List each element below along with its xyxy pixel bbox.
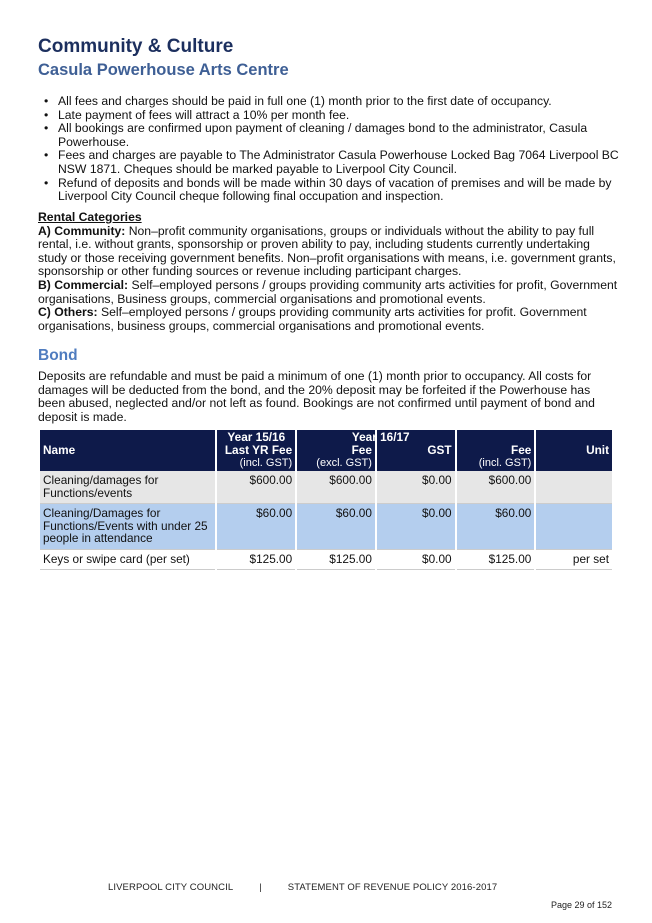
rental-categories-section <box>38 211 618 333</box>
payment-conditions-list <box>42 95 622 204</box>
list-item: • Refund of deposits and bonds will be made within 30 days of vacation of premises and will be made by Liverpool City Council cheque following final occupation and inspection. <box>42 177 622 204</box>
community-text: Non–profit community organisations, groups or individuals without the ability to pay full rental, i.e. without grants, sponsorship or proven ability to pay, including students currently undertaking study or those receiving government benefits. Non–profit organisations with means, i.e. government grants, sponsorship or other funding sources or revenue including participant charges. <box>38 223 616 279</box>
table-row <box>40 504 612 550</box>
table-header-row <box>40 430 612 471</box>
row-gst: $0.00 <box>377 550 455 571</box>
header-incl-gst-1: (incl. GST) <box>239 457 293 469</box>
header-last-yr-fee <box>217 430 295 471</box>
page-subtitle: Casula Powerhouse Arts Centre <box>38 61 289 79</box>
row-unit <box>536 504 612 550</box>
row-name: Keys or swipe card (per set) <box>40 550 215 571</box>
table-row <box>40 471 612 504</box>
others-text: Self–employed persons / groups providing community arts activities for profit. Government organisations, business groups, commercial organisations and promotional events. <box>38 305 587 333</box>
list-item: • Fees and charges are payable to The Administrator Casula Powerhouse Locked Bag 7064 Liverpool BC NSW 1871. Cheques should be marked payable to Liverpool City Council. <box>42 149 622 176</box>
header-excl-gst: (excl. GST) <box>316 457 372 469</box>
header-fee-incl-label: Fee <box>511 443 532 457</box>
fees-table <box>38 430 614 570</box>
row-unit <box>536 471 612 504</box>
footer-council: LIVERPOOL CITY COUNCIL <box>108 882 234 893</box>
header-gst-label: GST <box>427 443 452 457</box>
row-fee-excl: $600.00 <box>297 471 375 504</box>
row-fee-excl: $125.00 <box>297 550 375 571</box>
row-last-yr-fee: $125.00 <box>217 550 295 571</box>
rental-categories-heading: Rental Categories <box>38 210 142 224</box>
row-last-yr-fee: $600.00 <box>217 471 295 504</box>
row-fee-incl: $600.00 <box>457 471 535 504</box>
row-gst: $0.00 <box>377 471 455 504</box>
header-year-1617: Year 16/17 <box>351 430 410 444</box>
list-item: • All bookings are confirmed upon payment of cleaning / damages bond to the administrator, Casula Powerhouse. <box>42 122 622 149</box>
header-incl-gst-2: (incl. GST) <box>478 457 532 469</box>
table-row <box>40 550 612 571</box>
footer-separator: | <box>259 882 262 893</box>
header-last-yr-fee-label: Last YR Fee <box>224 443 293 457</box>
header-year-1516: Year 15/16 <box>227 430 286 444</box>
header-fee-excl-label: Fee <box>351 443 372 457</box>
commercial-text: Self–employed persons / groups providing community arts activities for profit, Government organisations, Business groups, commercial organisations and promotional events. <box>38 277 618 306</box>
row-fee-incl: $125.00 <box>457 550 535 571</box>
header-name: Name <box>40 430 215 471</box>
row-fee-incl: $60.00 <box>457 504 535 550</box>
others-category <box>38 306 618 333</box>
header-unit: Unit <box>536 430 612 471</box>
commercial-label: B) Commercial: <box>38 277 129 292</box>
row-name: Cleaning/Damages for Functions/Events with under 25 people in attendance <box>40 504 215 550</box>
page-number: Page 29 of 152 <box>550 900 612 910</box>
row-last-yr-fee: $60.00 <box>217 504 295 550</box>
bond-heading: Bond <box>38 347 78 364</box>
others-label: C) Others: <box>38 305 98 320</box>
row-unit: per set <box>536 550 612 571</box>
row-gst: $0.00 <box>377 504 455 550</box>
community-category <box>38 225 618 279</box>
page-title: Community & Culture <box>38 36 234 57</box>
commercial-category <box>38 279 618 306</box>
list-item: • All fees and charges should be paid in full one (1) month prior to the first date of occupancy. <box>42 95 622 109</box>
page-footer <box>108 882 497 893</box>
footer-statement: STATEMENT OF REVENUE POLICY 2016-2017 <box>287 882 498 893</box>
header-fee-incl <box>457 430 535 471</box>
list-item: • Late payment of fees will attract a 10% per month fee. <box>42 109 622 123</box>
bond-text: Deposits are refundable and must be paid a minimum of one (1) month prior to occupancy. All costs for damages will be deducted from the bond, and the 20% deposit may be forfeited if the Powerhouse has been abused, neglected and/or not left as found. Bookings are not confirmed until payment of bond and deposit is made. <box>38 369 595 424</box>
row-name: Cleaning/damages for Functions/events <box>40 471 215 504</box>
community-label: A) Community: <box>38 223 126 238</box>
row-fee-excl: $60.00 <box>297 504 375 550</box>
